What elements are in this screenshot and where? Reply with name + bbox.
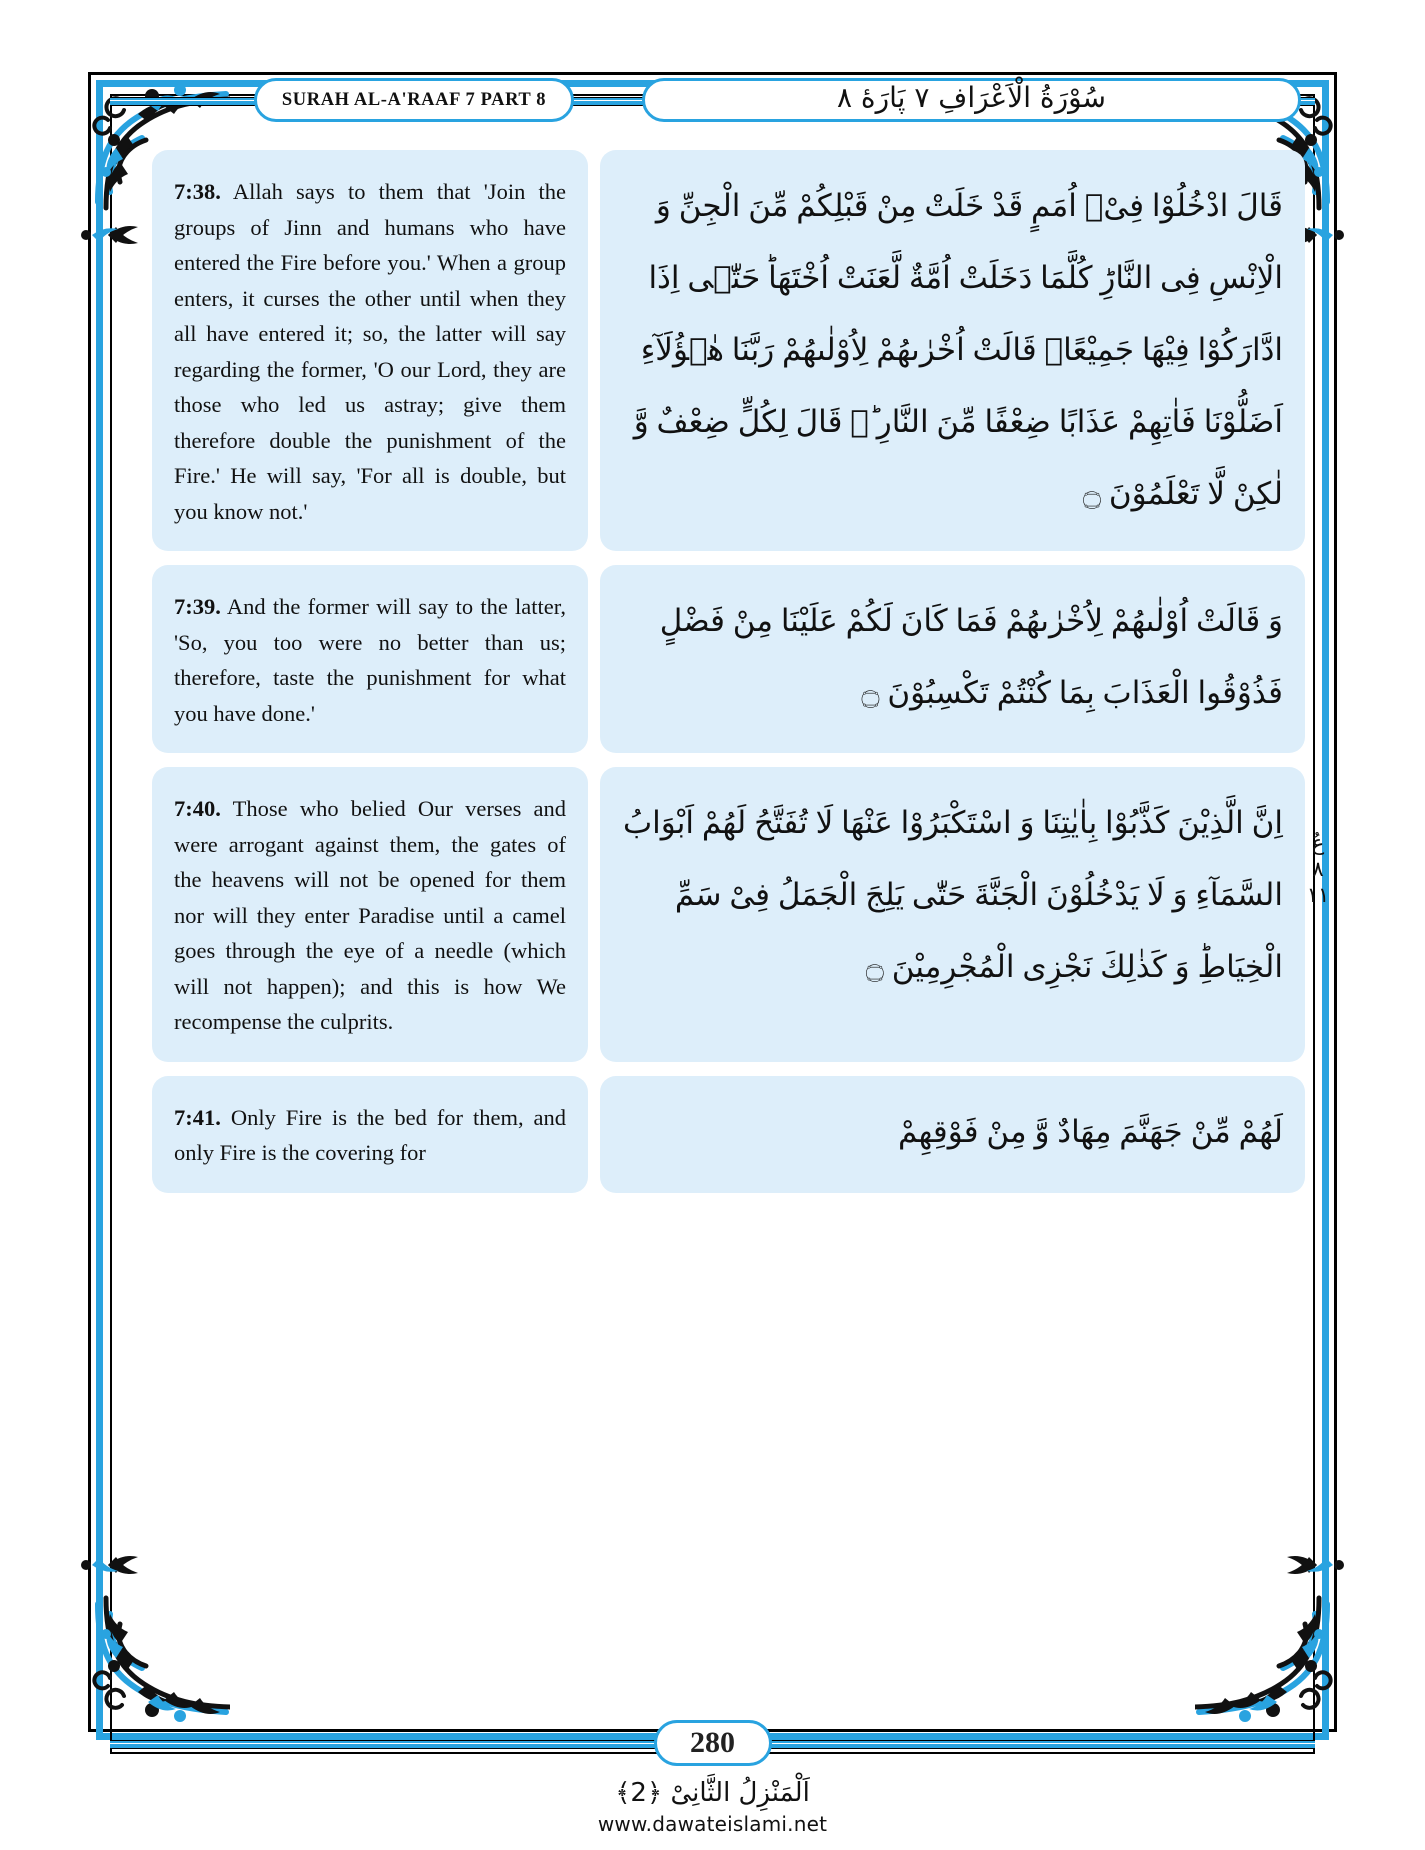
arabic-text: قَالَ ادْخُلُوْا فِیْۤ اُمَمٍ قَدْ خَلَتْ مِنْ قَبْلِكُمْ مِّنَ الْجِنِّ وَ الْاِنْسِ فِی النَّارِؕ كُلَّمَا دَخَلَتْ اُمَّةٌ لَّعَنَتْ اُخْتَهَاؕ حَتّٰۤى اِذَا ادَّارَكُوْا فِیْهَا جَمِیْعًاۙ قَالَتْ اُخْرٰىهُمْ لِاُوْلٰىهُمْ رَبَّنَا هٰۤؤُلَآءِ اَضَلُّوْنَا فَاٰتِهِمْ عَذَابًا ضِعْفًا مِّنَ النَّارِ ؕ۬ قَالَ لِكُلٍّ ضِعْفٌ وَّ لٰكِنْ لَّا تَعْلَمُوْنَ ۝ — [633, 188, 1283, 512]
translation-body: And the former will say to the latter, 'So, you too were no better than us; therefore, taste the punishment for what you have done.' — [174, 594, 566, 726]
juz-marker-line-1: عُ — [1311, 831, 1325, 855]
translation-block — [152, 565, 588, 753]
translation-body: Allah says to them that 'Join the groups of Jinn and humans who have entered the Fire before you.' When a group enters, it curses the other until when they all have entered it; so, the latter will say regarding the former, 'O our Lord, they are those who led us astray; give them therefore double the punishment of the Fire.' He will say, 'For all is double, but you know not.' — [174, 179, 566, 524]
juz-marker-line-2: ٨ — [1312, 857, 1324, 881]
translation-body: Only Fire is the bed for them, and only Fire is the covering for — [174, 1104, 567, 1165]
verse-row — [152, 150, 1305, 551]
arabic-text: وَ قَالَتْ اُوْلٰىهُمْ لِاُخْرٰىهُمْ فَمَا كَانَ لَكُمْ عَلَیْنَا مِنْ فَضْلٍ فَذُوْقُوا الْعَذَابَ بِمَا كُنْتُمْ تَكْسِبُوْنَ ۝ — [659, 603, 1283, 711]
arabic-text: لَهُمْ مِّنْ جَهَنَّمَ مِهَادٌ وَّ مِنْ فَوْقِهِمْ — [897, 1113, 1283, 1150]
arabic-block — [600, 565, 1305, 753]
arabic-block — [600, 150, 1305, 551]
translation-block — [152, 150, 588, 551]
page-number: 280 — [690, 1726, 735, 1759]
page-credits — [0, 1778, 1425, 1836]
arabic-block — [600, 767, 1305, 1062]
surah-title-ar: سُوْرَةُ الْاَعْرَافِ ٧ پَارَهٔ ٨ — [836, 81, 1107, 114]
verse-row — [152, 1076, 1305, 1193]
translation-body: Those who belied Our verses and were arrogant against them, the gates of the heavens will not be opened for them nor will they enter Paradise until a camel goes through the eye of a needle (which will not happen); and this is how We recompense the culprits. — [174, 796, 566, 1034]
manzil-label: اَلْمَنْزِلُ الثَّانِیْ ﴿2﴾ — [615, 1778, 810, 1808]
page-footer-band — [110, 1720, 1315, 1766]
translation-text — [174, 589, 566, 731]
verse-number: 7:38. — [174, 179, 221, 204]
surah-title-ar-pill — [642, 78, 1301, 122]
verse-list — [152, 150, 1305, 1690]
surah-title-en-pill — [254, 78, 574, 122]
surah-title-en: SURAH AL-A'RAAF 7 PART 8 — [281, 89, 547, 110]
juz-marker-line-3: ١١ — [1306, 883, 1330, 907]
juz-margin-marker — [1301, 830, 1335, 908]
verse-row — [152, 767, 1305, 1062]
page-number-pill — [654, 1720, 772, 1766]
arabic-block — [600, 1076, 1305, 1193]
verse-number: 7:40. — [174, 796, 221, 821]
website-url: www.dawateislami.net — [597, 1812, 828, 1836]
verse-row — [152, 565, 1305, 753]
translation-block — [152, 1076, 588, 1193]
translation-text — [174, 1100, 566, 1171]
translation-block — [152, 767, 588, 1062]
arabic-text: اِنَّ الَّذِیْنَ كَذَّبُوْا بِاٰیٰتِنَا وَ اسْتَكْبَرُوْا عَنْهَا لَا تُفَتَّحُ لَهُمْ اَبْوَابُ السَّمَآءِ وَ لَا یَدْخُلُوْنَ الْجَنَّةَ حَتّٰى یَلِجَ الْجَمَلُ فِیْ سَمِّ الْخِیَاطِؕ وَ كَذٰلِكَ نَجْزِی الْمُجْرِمِیْنَ ۝ — [622, 805, 1283, 985]
translation-text — [174, 174, 566, 529]
verse-number: 7:39. — [174, 594, 221, 619]
edge-sprig-left-bottom-icon — [78, 1540, 148, 1590]
page-header — [110, 78, 1315, 122]
verse-number: 7:41. — [174, 1104, 221, 1130]
translation-text — [174, 791, 566, 1040]
edge-sprig-left-top-icon — [78, 210, 148, 260]
